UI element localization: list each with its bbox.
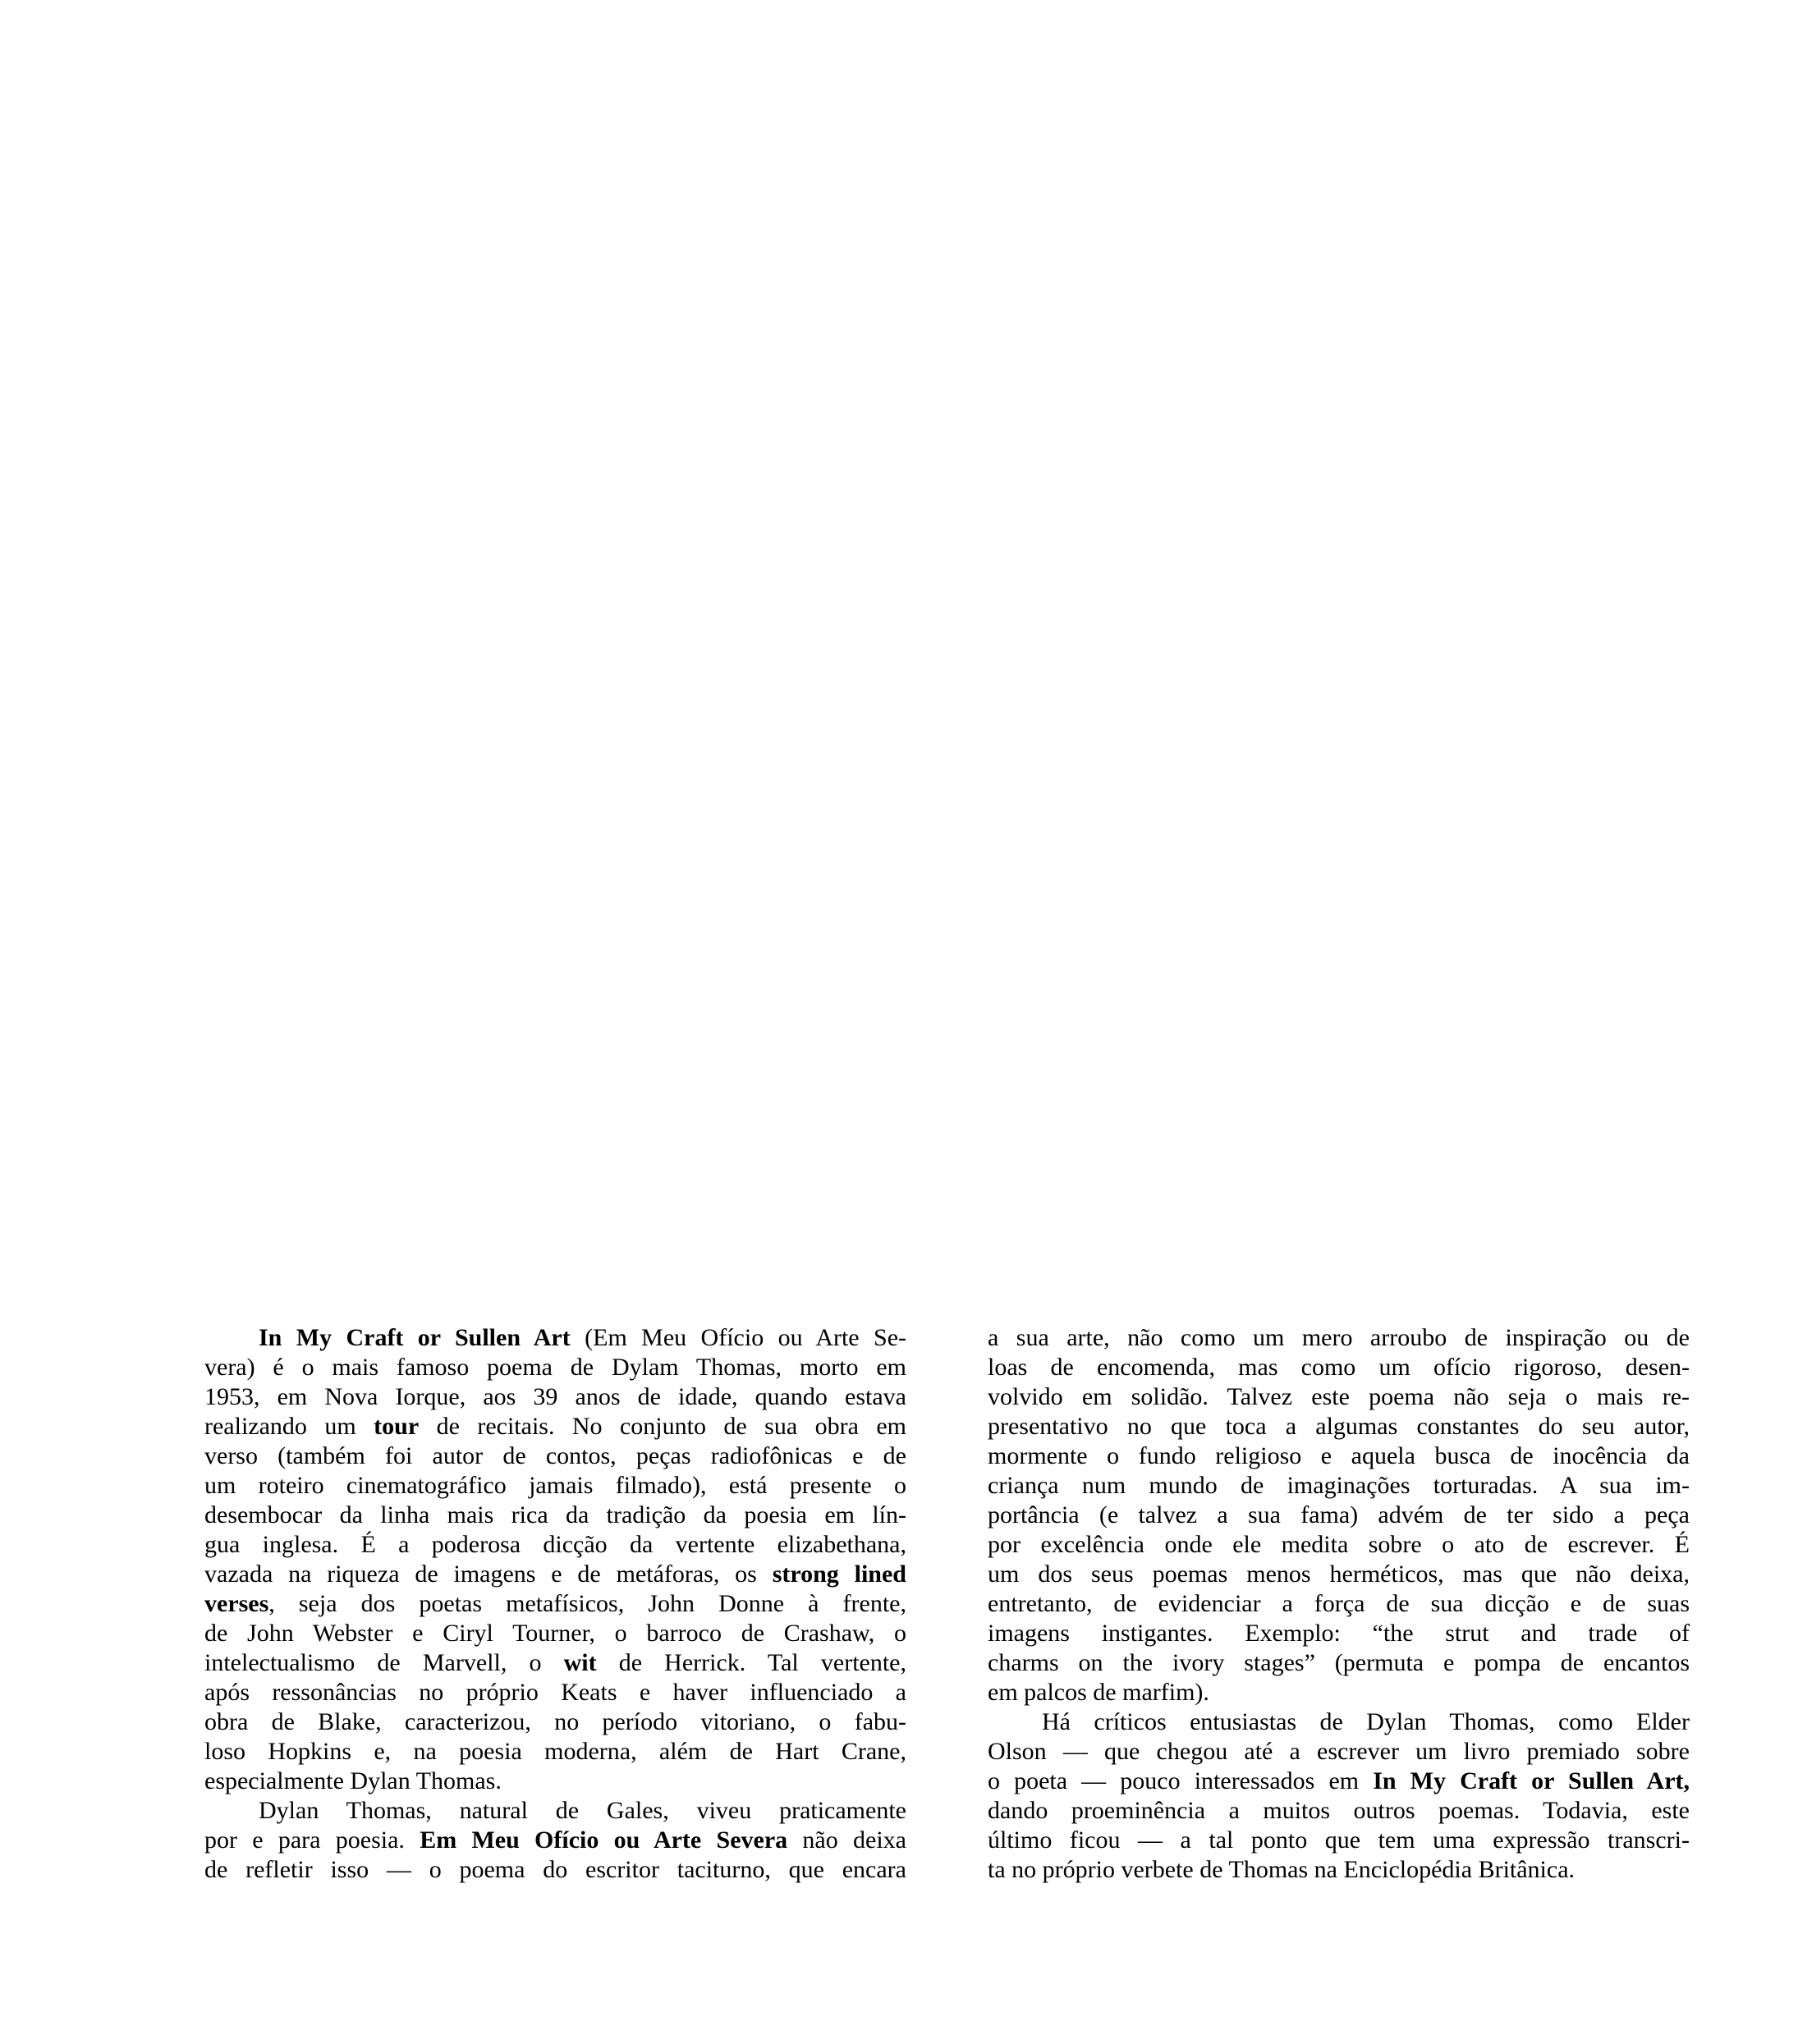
text-run: desembocar da linha mais rica da tradição da poesia em lín- xyxy=(204,1501,906,1528)
text-run: entretanto, de evidenciar a força de sua dicção e de suas xyxy=(988,1590,1690,1617)
text-line xyxy=(988,1353,1690,1382)
text-line xyxy=(988,1707,1690,1737)
text-run: de recitais. No conjunto de sua obra em xyxy=(419,1413,906,1440)
text-run: dando proeminência a muitos outros poemas. Todavia, este xyxy=(988,1797,1690,1824)
text-line xyxy=(204,1501,906,1530)
text-run: , seja dos poetas metafísicos, John Donne à frente, xyxy=(268,1590,906,1617)
text-line xyxy=(988,1767,1690,1796)
text-run: criança num mundo de imaginações torturadas. A sua im- xyxy=(988,1472,1690,1499)
text-run: presentativo no que toca a algumas constantes do seu autor, xyxy=(988,1413,1690,1440)
text-line xyxy=(204,1441,906,1471)
bold-text-run: wit xyxy=(563,1649,597,1676)
right-text-column xyxy=(988,1323,1690,1885)
text-line xyxy=(988,1382,1690,1412)
bold-text-run: In My Craft or Sullen Art xyxy=(259,1324,571,1351)
text-line xyxy=(204,1737,906,1767)
text-run: verso (também foi autor de contos, peças radiofônicas e de xyxy=(204,1442,906,1469)
text-line xyxy=(204,1707,906,1737)
text-run: de Herrick. Tal vertente, xyxy=(596,1649,906,1676)
text-line xyxy=(988,1855,1690,1885)
text-run: especialmente Dylan Thomas. xyxy=(204,1767,502,1794)
text-run: Olson — que chegou até a escrever um livro premiado sobre xyxy=(988,1738,1690,1765)
text-run: a sua arte, não como um mero arroubo de inspiração ou de xyxy=(988,1324,1690,1351)
text-run: de John Webster e Ciryl Tourner, o barroco de Crashaw, o xyxy=(204,1620,906,1647)
text-line xyxy=(204,1382,906,1412)
text-run: em palcos de marfim). xyxy=(988,1679,1209,1706)
text-run: loso Hopkins e, na poesia moderna, além de Hart Crane, xyxy=(204,1738,906,1765)
text-line xyxy=(204,1530,906,1560)
text-run: obra de Blake, caracterizou, no período vitoriano, o fabu- xyxy=(204,1708,906,1735)
text-line xyxy=(988,1530,1690,1560)
text-run: gua inglesa. É a poderosa dicção da vertente elizabethana, xyxy=(204,1531,906,1558)
text-line xyxy=(988,1648,1690,1678)
text-run: um roteiro cinematográfico jamais filmado), está presente o xyxy=(204,1472,906,1499)
text-line xyxy=(204,1589,906,1619)
text-run: intelectualismo de Marvell, o xyxy=(204,1649,564,1676)
text-run: loas de encomenda, mas como um ofício rigoroso, desen- xyxy=(988,1354,1690,1381)
text-run: Há críticos entusiastas de Dylan Thomas, como Elder xyxy=(1042,1708,1690,1735)
text-line xyxy=(988,1501,1690,1530)
text-run: volvido em solidão. Talvez este poema não seja o mais re- xyxy=(988,1383,1690,1410)
text-run: (Em Meu Ofício ou Arte Se- xyxy=(570,1324,907,1351)
text-run: vera) é o mais famoso poema de Dylam Thomas, morto em xyxy=(204,1354,906,1381)
text-line xyxy=(988,1471,1690,1501)
text-line xyxy=(204,1678,906,1707)
text-line xyxy=(988,1796,1690,1826)
text-line xyxy=(988,1737,1690,1767)
text-line xyxy=(988,1619,1690,1648)
text-run: último ficou — a tal ponto que tem uma expressão transcri- xyxy=(988,1826,1690,1854)
text-run: um dos seus poemas menos herméticos, mas que não deixa, xyxy=(988,1560,1690,1588)
text-run: realizando um xyxy=(204,1413,374,1440)
text-run: vazada na riqueza de imagens e de metáforas, os xyxy=(204,1560,773,1588)
text-run: de refletir isso — o poema do escritor taciturno, que encara xyxy=(204,1856,906,1883)
text-line xyxy=(204,1796,906,1826)
bold-text-run: strong lined xyxy=(772,1560,906,1588)
text-run: charms on the ivory stages” (permuta e pompa de encantos xyxy=(988,1649,1690,1676)
text-run: imagens instigantes. Exemplo: “the strut and trade of xyxy=(988,1620,1690,1647)
bold-text-run: tour xyxy=(374,1413,420,1440)
text-line xyxy=(204,1471,906,1501)
text-run: Dylan Thomas, natural de Gales, viveu praticamente xyxy=(259,1797,906,1824)
text-line xyxy=(988,1589,1690,1619)
text-line xyxy=(204,1560,906,1589)
text-line xyxy=(204,1619,906,1648)
text-run: por excelência onde ele medita sobre o ato de escrever. É xyxy=(988,1531,1690,1558)
text-run: por e para poesia. xyxy=(204,1826,420,1854)
text-run: após ressonâncias no próprio Keats e haver influenciado a xyxy=(204,1679,906,1706)
text-line xyxy=(204,1353,906,1382)
bold-text-run: In My Craft or Sullen Art, xyxy=(1373,1767,1690,1794)
text-line xyxy=(988,1323,1690,1353)
text-line xyxy=(204,1323,906,1353)
text-line xyxy=(988,1441,1690,1471)
text-line xyxy=(204,1855,906,1885)
text-run: mormente o fundo religioso e aquela busca de inocência da xyxy=(988,1442,1690,1469)
text-run: portância (e talvez a sua fama) advém de ter sido a peça xyxy=(988,1501,1690,1528)
text-line xyxy=(204,1412,906,1441)
text-line xyxy=(988,1560,1690,1589)
text-run: 1953, em Nova Iorque, aos 39 anos de idade, quando estava xyxy=(204,1383,906,1410)
text-line xyxy=(204,1826,906,1855)
text-line xyxy=(204,1767,906,1796)
bold-text-run: Em Meu Ofício ou Arte Severa xyxy=(420,1826,788,1854)
text-line xyxy=(204,1648,906,1678)
text-line xyxy=(988,1412,1690,1441)
left-text-column xyxy=(204,1323,906,1885)
bold-text-run: verses xyxy=(204,1590,269,1617)
text-run: não deixa xyxy=(787,1826,906,1854)
text-run: ta no próprio verbete de Thomas na Enciclopédia Britânica. xyxy=(988,1856,1576,1883)
text-run: o poeta — pouco interessados em xyxy=(988,1767,1374,1794)
text-line xyxy=(988,1678,1690,1707)
text-line xyxy=(988,1826,1690,1855)
